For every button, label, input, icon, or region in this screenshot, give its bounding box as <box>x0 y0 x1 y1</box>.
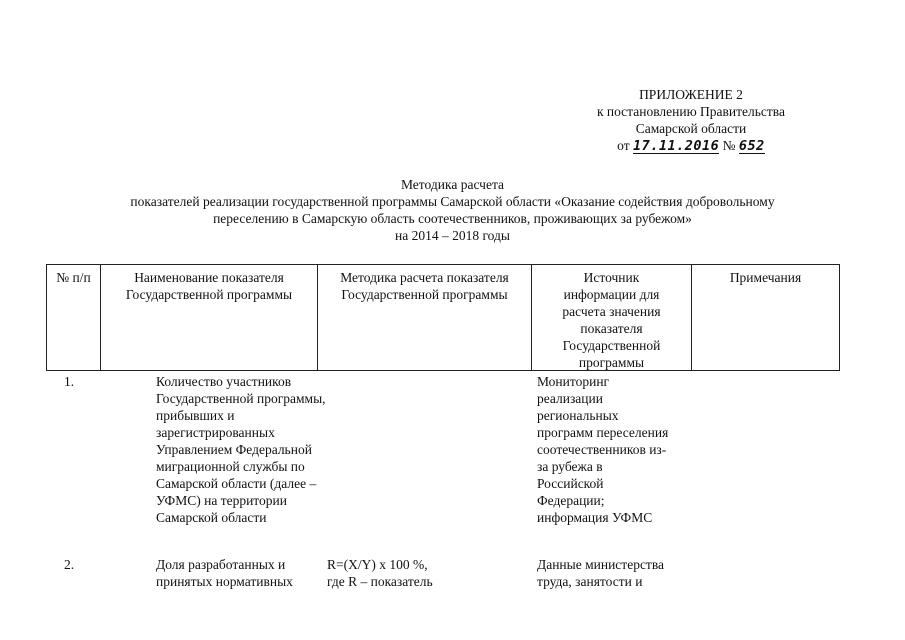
cell-line: информация УФМС <box>537 510 653 525</box>
notes <box>691 556 838 590</box>
header-text: показателя <box>580 321 643 336</box>
header-text: Источник <box>583 270 640 285</box>
cell-line: Управлением Федеральной <box>156 442 312 457</box>
header-text: Государственной программы <box>125 287 293 302</box>
header-text: расчета значения <box>562 304 661 319</box>
row-spacer <box>46 526 838 556</box>
cell-line: УФМС) на территории <box>156 493 287 508</box>
handwritten-date: 17.11.2016 <box>632 138 720 154</box>
header-text: Государственной <box>562 338 661 353</box>
cell-line: прибывших и <box>156 408 235 423</box>
header-cell-num <box>47 265 101 370</box>
cell-line: Количество участников <box>156 374 292 389</box>
cell-line: R=(X/Y) x 100 %, <box>327 557 428 572</box>
annex-title: ПРИЛОЖЕНИЕ 2 <box>639 87 743 102</box>
cell-line: Мониторинг <box>537 374 610 389</box>
cell-line: принятых нормативных <box>156 574 293 589</box>
annex-header <box>597 86 785 154</box>
header-text: Методика расчета показателя <box>340 270 509 285</box>
header-text: Государственной программы <box>341 287 508 302</box>
cell-line: Российской <box>537 476 604 491</box>
cell-line: Государственной программы, <box>156 391 326 406</box>
header-text: программы <box>578 355 645 370</box>
calculation-method <box>317 373 531 526</box>
cell-line: соотечественников из- <box>537 442 667 457</box>
table-row <box>46 556 838 590</box>
annex-line-2: Самарской области <box>635 121 747 136</box>
title-line-2: показателей реализации государственной программы Самарской области «Оказание содействия добровольному <box>130 194 775 209</box>
handwritten-number: 652 <box>738 138 765 154</box>
cell-line: миграционной службы по <box>156 459 305 474</box>
information-source <box>531 373 691 526</box>
cell-line: Федерации; <box>537 493 605 508</box>
cell-line: Доля разработанных и <box>156 557 286 572</box>
cell-line: Данные министерства <box>537 557 665 572</box>
header-text: Примечания <box>729 270 802 285</box>
annex-date-line <box>597 137 785 154</box>
cell-line: за рубежа в <box>537 459 603 474</box>
header-text: информации для <box>563 287 660 302</box>
header-cell-name <box>101 265 318 370</box>
cell-line: программ переселения <box>537 425 669 440</box>
table-header <box>46 264 840 371</box>
title-line-3: переселению в Самарскую область соотечественников, проживающих за рубежом» <box>213 211 692 226</box>
title-line-1: Методика расчета <box>400 177 505 192</box>
table-row <box>46 373 838 526</box>
date-prefix: от <box>617 138 630 153</box>
header-text: Наименование показателя <box>134 270 284 285</box>
header-cell-notes <box>692 265 839 370</box>
notes <box>691 373 838 526</box>
header-cell-source <box>532 265 692 370</box>
row-number: 1. <box>64 374 75 389</box>
number-prefix: № <box>722 138 736 153</box>
header-cell-method <box>318 265 532 370</box>
header-text: № п/п <box>56 270 91 285</box>
calculation-method <box>317 556 531 590</box>
information-source <box>531 556 691 590</box>
table-body <box>46 373 838 590</box>
cell-line: зарегистрированных <box>156 425 275 440</box>
cell-line: реализации <box>537 391 603 406</box>
cell-line: где R – показатель <box>327 574 433 589</box>
cell-line: труда, занятости и <box>537 574 643 589</box>
indicator-name <box>100 373 326 526</box>
indicator-name <box>100 556 317 590</box>
cell-line: региональных <box>537 408 619 423</box>
title-line-4: на 2014 – 2018 годы <box>395 228 510 243</box>
cell-line: Самарской области <box>156 510 267 525</box>
document-title <box>60 176 845 244</box>
row-number: 2. <box>64 557 75 572</box>
annex-line-1: к постановлению Правительства <box>596 104 785 119</box>
cell-line: Самарской области (далее – <box>156 476 317 491</box>
